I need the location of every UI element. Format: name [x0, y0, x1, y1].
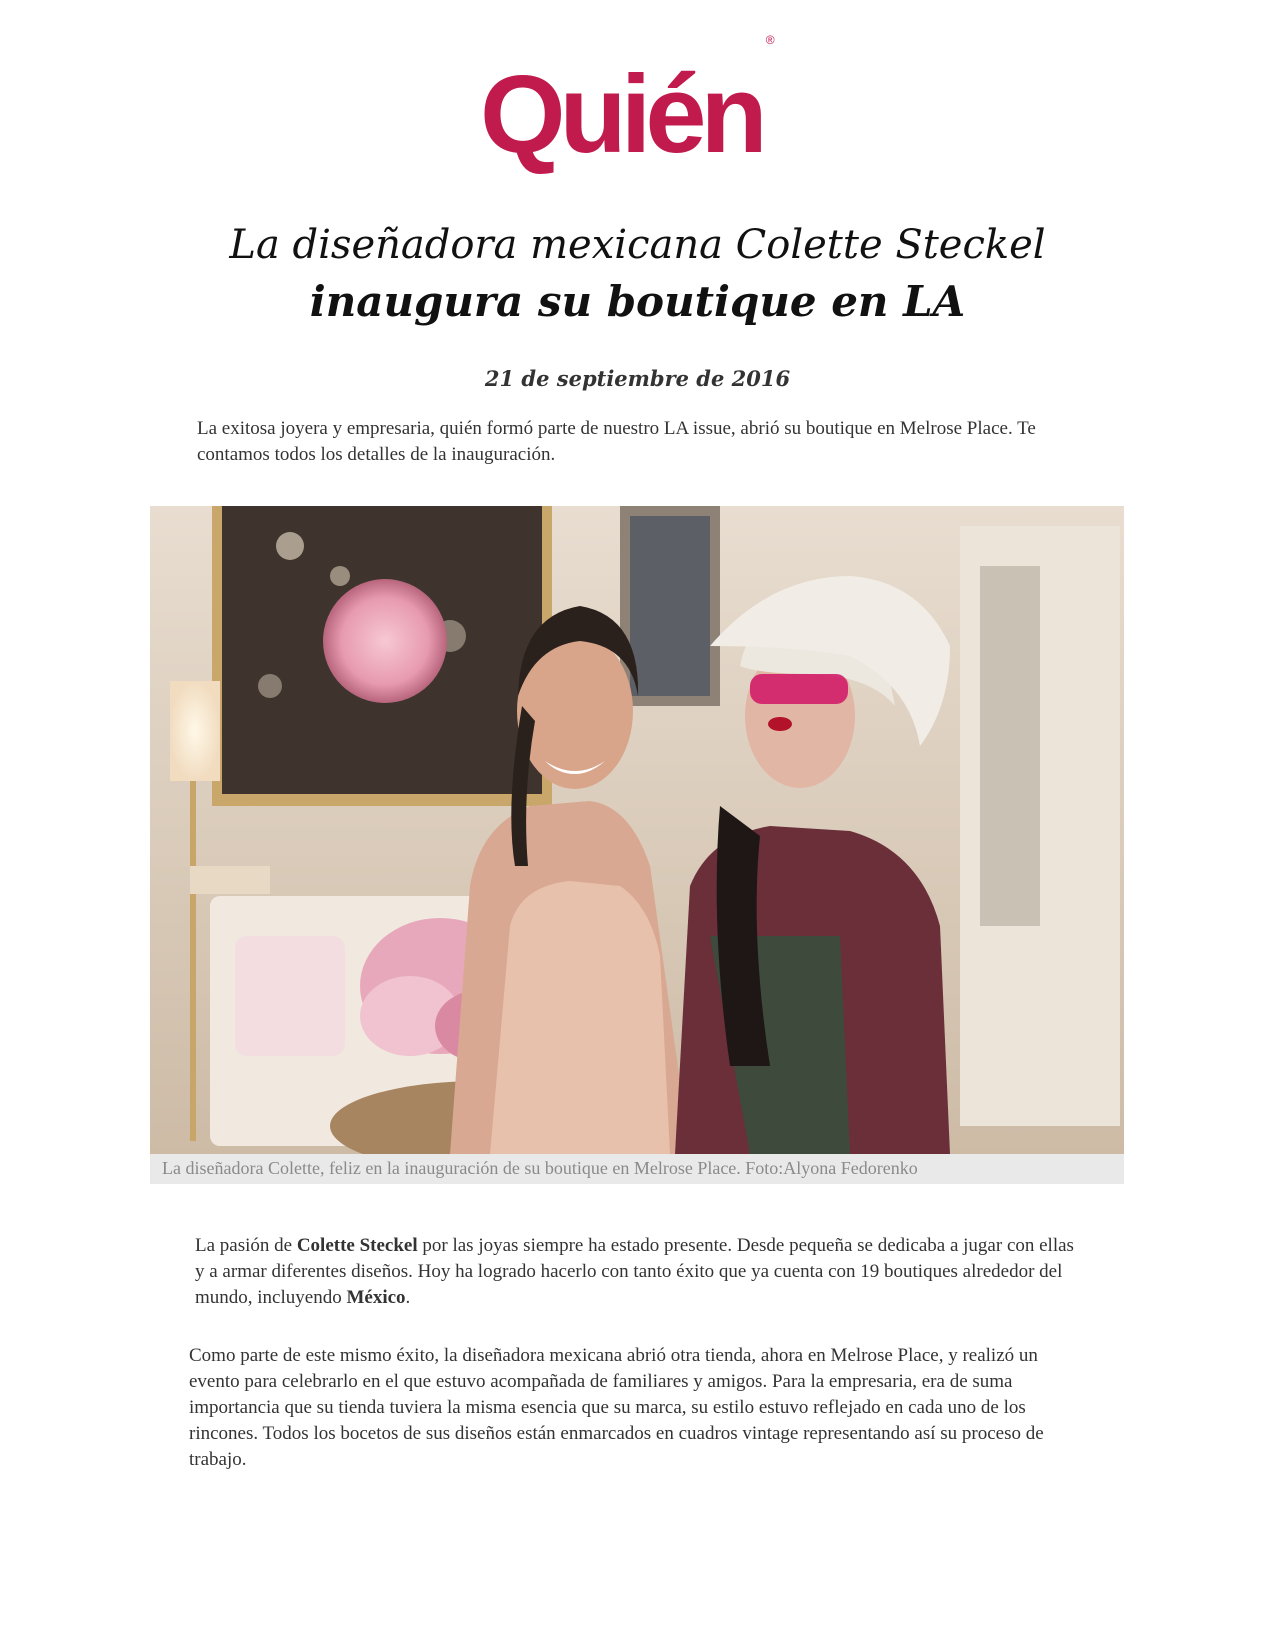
body-paragraph-1	[195, 1233, 1075, 1311]
p1-bold-name: Colette Steckel	[296, 1235, 418, 1256]
p1-text-1: La pasión de	[195, 1235, 297, 1256]
trademark-symbol: ®	[765, 33, 775, 48]
body-paragraph-2: Como parte de este mismo éxito, la diseñadora mexicana abrió otra tienda, ahora en Melrose Place, y realizó un evento para celebrarlo en el que estuvo acompañada de familiares y amigos. Para la empresaria, era de suma importancia que su tienda tuviera la misma esencia que su marca, su estilo estuvo reflejado en cada uno de los rincones. Todos los bocetos de sus diseños están enmarcados en cuadros vintage representando así su proceso de trabajo.	[189, 1345, 1044, 1470]
p1-text-3: .	[405, 1287, 411, 1308]
photo-caption: La diseñadora Colette, feliz en la inauguración de su boutique en Melrose Place. Foto:Alyona Fedorenko	[162, 1158, 918, 1178]
photo-illustration	[150, 506, 1124, 1154]
article-photo	[150, 506, 1124, 1154]
headline-line-1: La diseñadora mexicana Colette Steckel	[229, 222, 1046, 268]
lead-paragraph: La exitosa joyera y empresaria, quién formó parte de nuestro LA issue, abrió su boutique en Melrose Place. Te contamos todos los detalles de la inauguración.	[197, 418, 1036, 465]
brand-logo	[480, 33, 775, 176]
publish-date: 21 de septiembre de 2016	[484, 366, 791, 391]
p1-text-2: por las joyas siempre ha estado presente. Desde pequeña se dedicaba a jugar con ellas y a armar diferentes diseños. Hoy ha logrado hacerlo con tanto éxito que ya cuenta con 19 boutiques alrededor del mundo, incluyendo	[195, 1235, 1074, 1308]
p1-bold-country: México	[346, 1287, 406, 1308]
headline-line-2: inaugura su boutique en LA	[309, 277, 966, 326]
photo-caption-bar	[150, 1154, 1124, 1184]
brand-name: Quién	[480, 53, 762, 176]
